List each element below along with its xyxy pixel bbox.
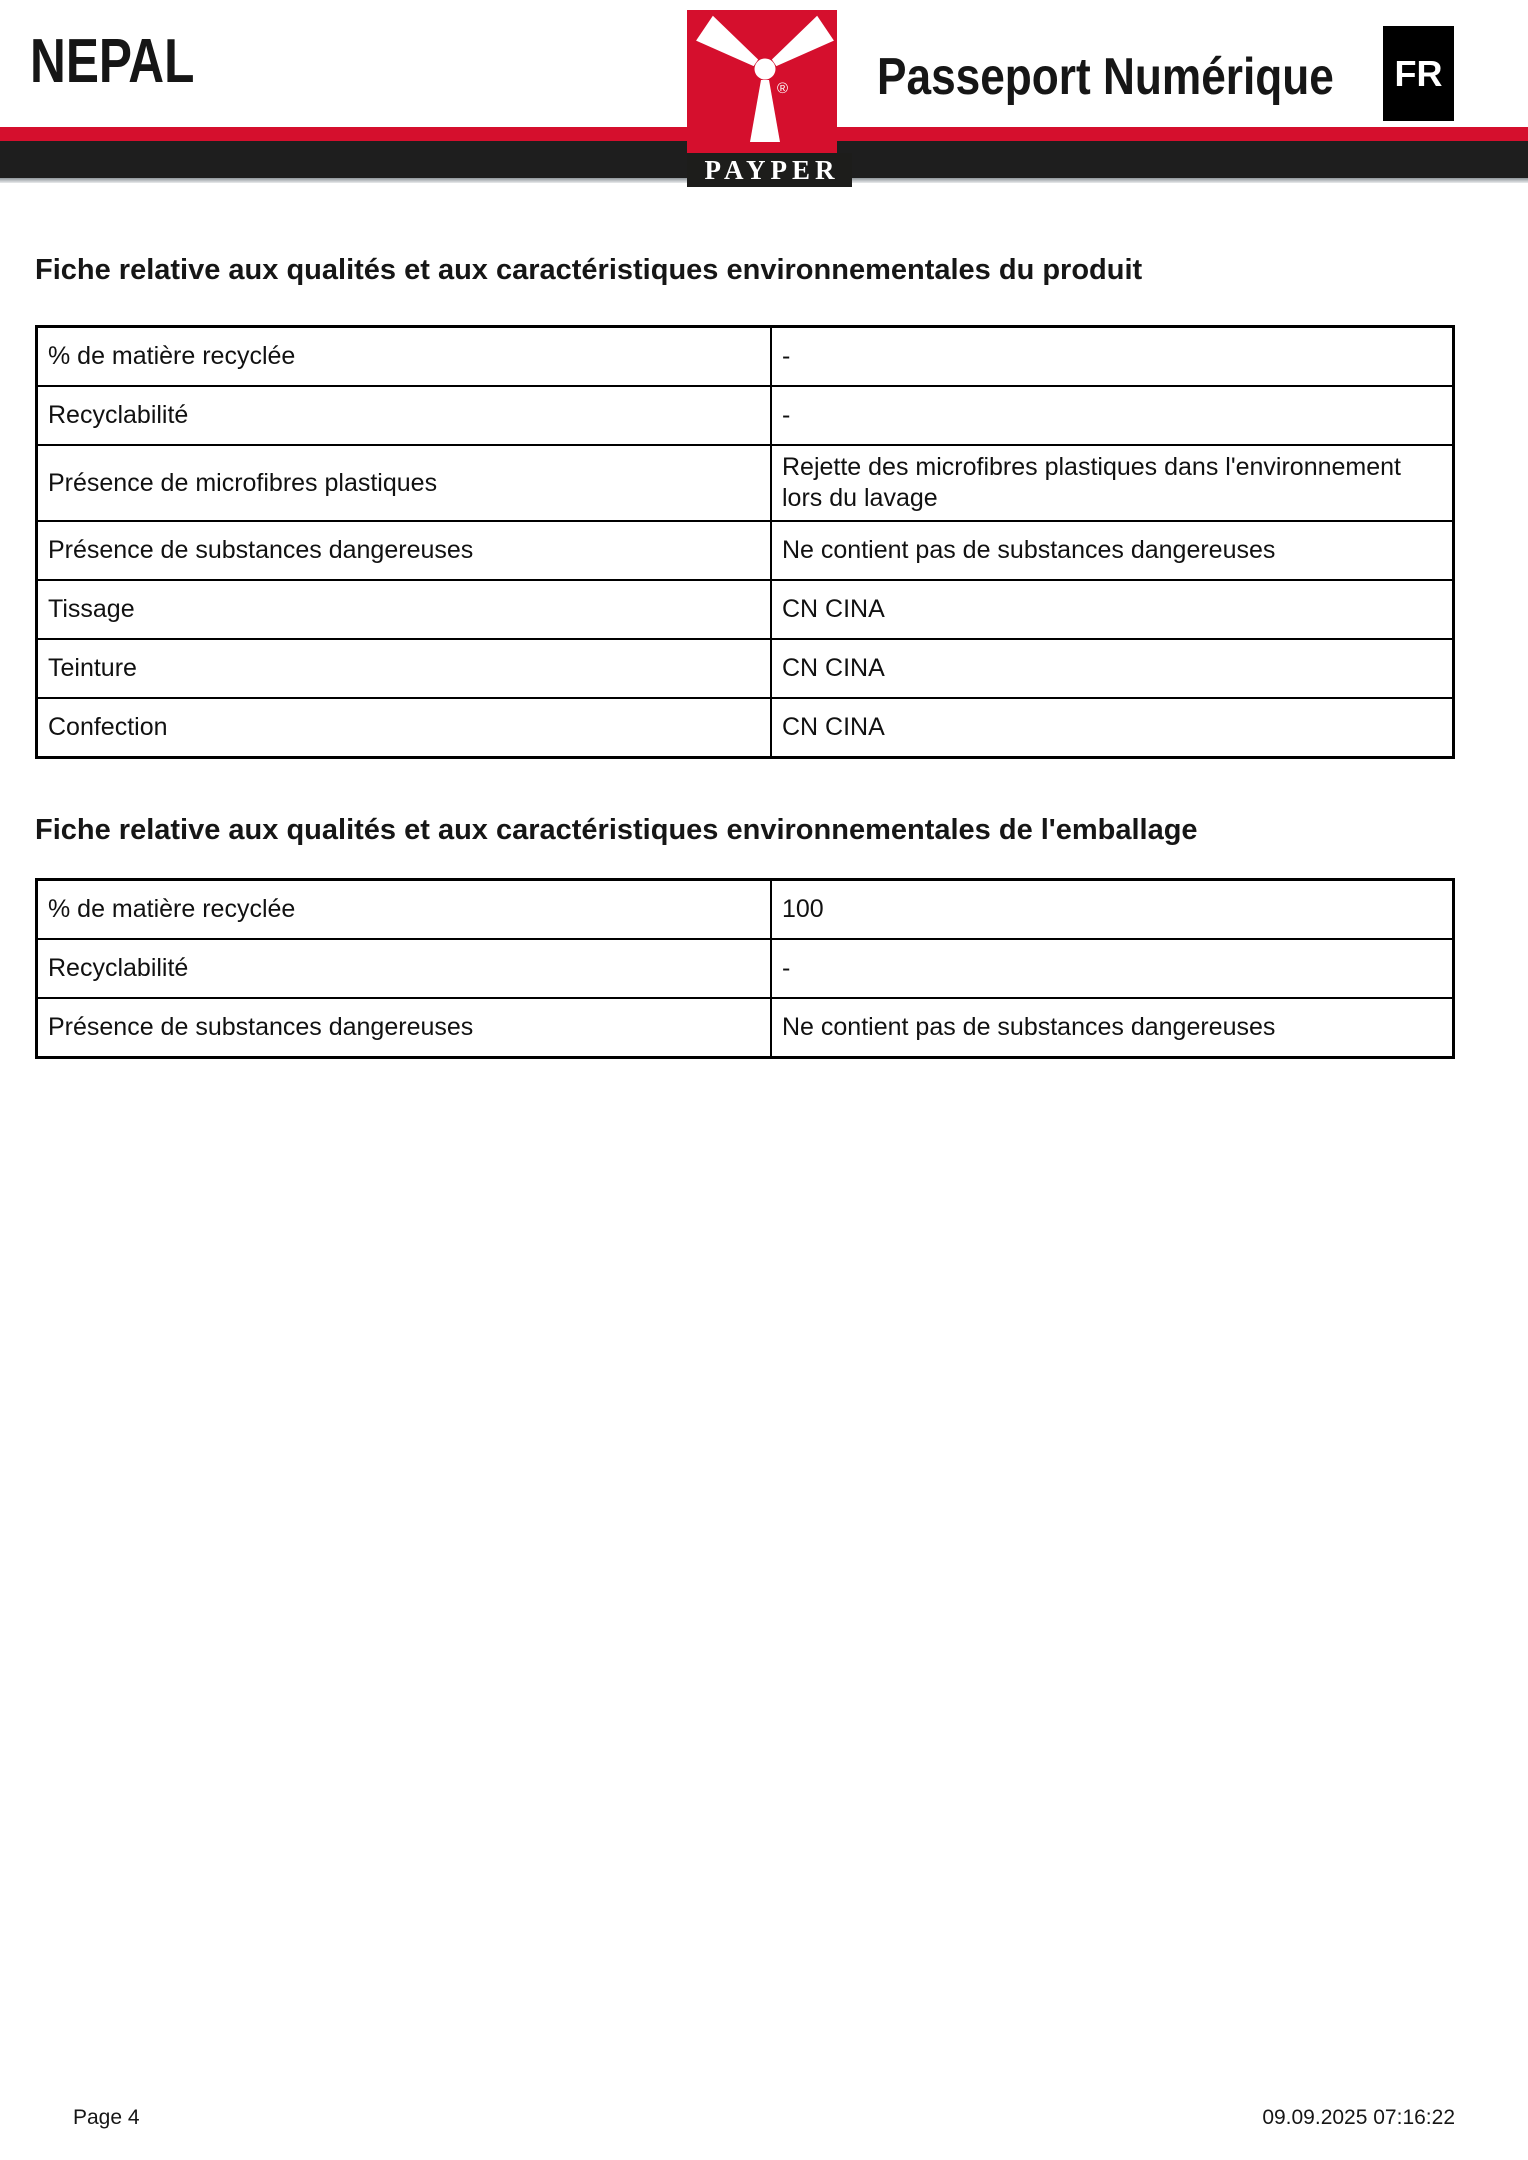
row-label: % de matière recyclée bbox=[37, 880, 772, 940]
table-row bbox=[37, 386, 1454, 445]
row-value: - bbox=[771, 939, 1454, 998]
row-value: CN CINA bbox=[771, 698, 1454, 758]
payper-wordmark-box bbox=[687, 153, 852, 187]
table-row bbox=[37, 880, 1454, 940]
row-value: Ne contient pas de substances dangereuses bbox=[771, 521, 1454, 580]
row-label: Teinture bbox=[37, 639, 772, 698]
row-value: - bbox=[771, 386, 1454, 445]
packaging-environment-table bbox=[35, 878, 1455, 1059]
row-label: % de matière recyclée bbox=[37, 327, 772, 387]
table-row bbox=[37, 445, 1454, 521]
section-title-packaging: Fiche relative aux qualités et aux caractéristiques environnementales de l'emballage bbox=[35, 814, 1198, 846]
page-number: Page 4 bbox=[73, 2106, 140, 2129]
row-label: Tissage bbox=[37, 580, 772, 639]
payper-wordmark: PAYPER bbox=[704, 154, 840, 185]
table-row bbox=[37, 939, 1454, 998]
table-row bbox=[37, 998, 1454, 1058]
table-row bbox=[37, 327, 1454, 387]
row-label: Recyclabilité bbox=[37, 939, 772, 998]
table-row bbox=[37, 580, 1454, 639]
row-label: Confection bbox=[37, 698, 772, 758]
registered-mark: ® bbox=[777, 80, 789, 97]
section-title-product: Fiche relative aux qualités et aux caractéristiques environnementales du produit bbox=[35, 254, 1143, 286]
row-value: 100 bbox=[771, 880, 1454, 940]
page-footer bbox=[73, 2106, 1455, 2130]
product-environment-table bbox=[35, 325, 1455, 759]
propeller-icon bbox=[687, 10, 837, 153]
product-name: NEPAL bbox=[30, 27, 195, 96]
row-value: - bbox=[771, 327, 1454, 387]
row-value: CN CINA bbox=[771, 639, 1454, 698]
row-value: Ne contient pas de substances dangereuses bbox=[771, 998, 1454, 1058]
row-value: CN CINA bbox=[771, 580, 1454, 639]
language-badge: FR bbox=[1383, 26, 1454, 121]
table-row bbox=[37, 639, 1454, 698]
table-row bbox=[37, 521, 1454, 580]
row-label: Recyclabilité bbox=[37, 386, 772, 445]
page-title: Passeport Numérique bbox=[877, 48, 1334, 106]
row-value: Rejette des microfibres plastiques dans l'environnement lors du lavage bbox=[771, 445, 1454, 521]
brand-logo bbox=[687, 10, 852, 187]
row-label: Présence de microfibres plastiques bbox=[37, 445, 772, 521]
row-label: Présence de substances dangereuses bbox=[37, 521, 772, 580]
table-row bbox=[37, 698, 1454, 758]
timestamp: 09.09.2025 07:16:22 bbox=[1262, 2106, 1455, 2129]
row-label: Présence de substances dangereuses bbox=[37, 998, 772, 1058]
